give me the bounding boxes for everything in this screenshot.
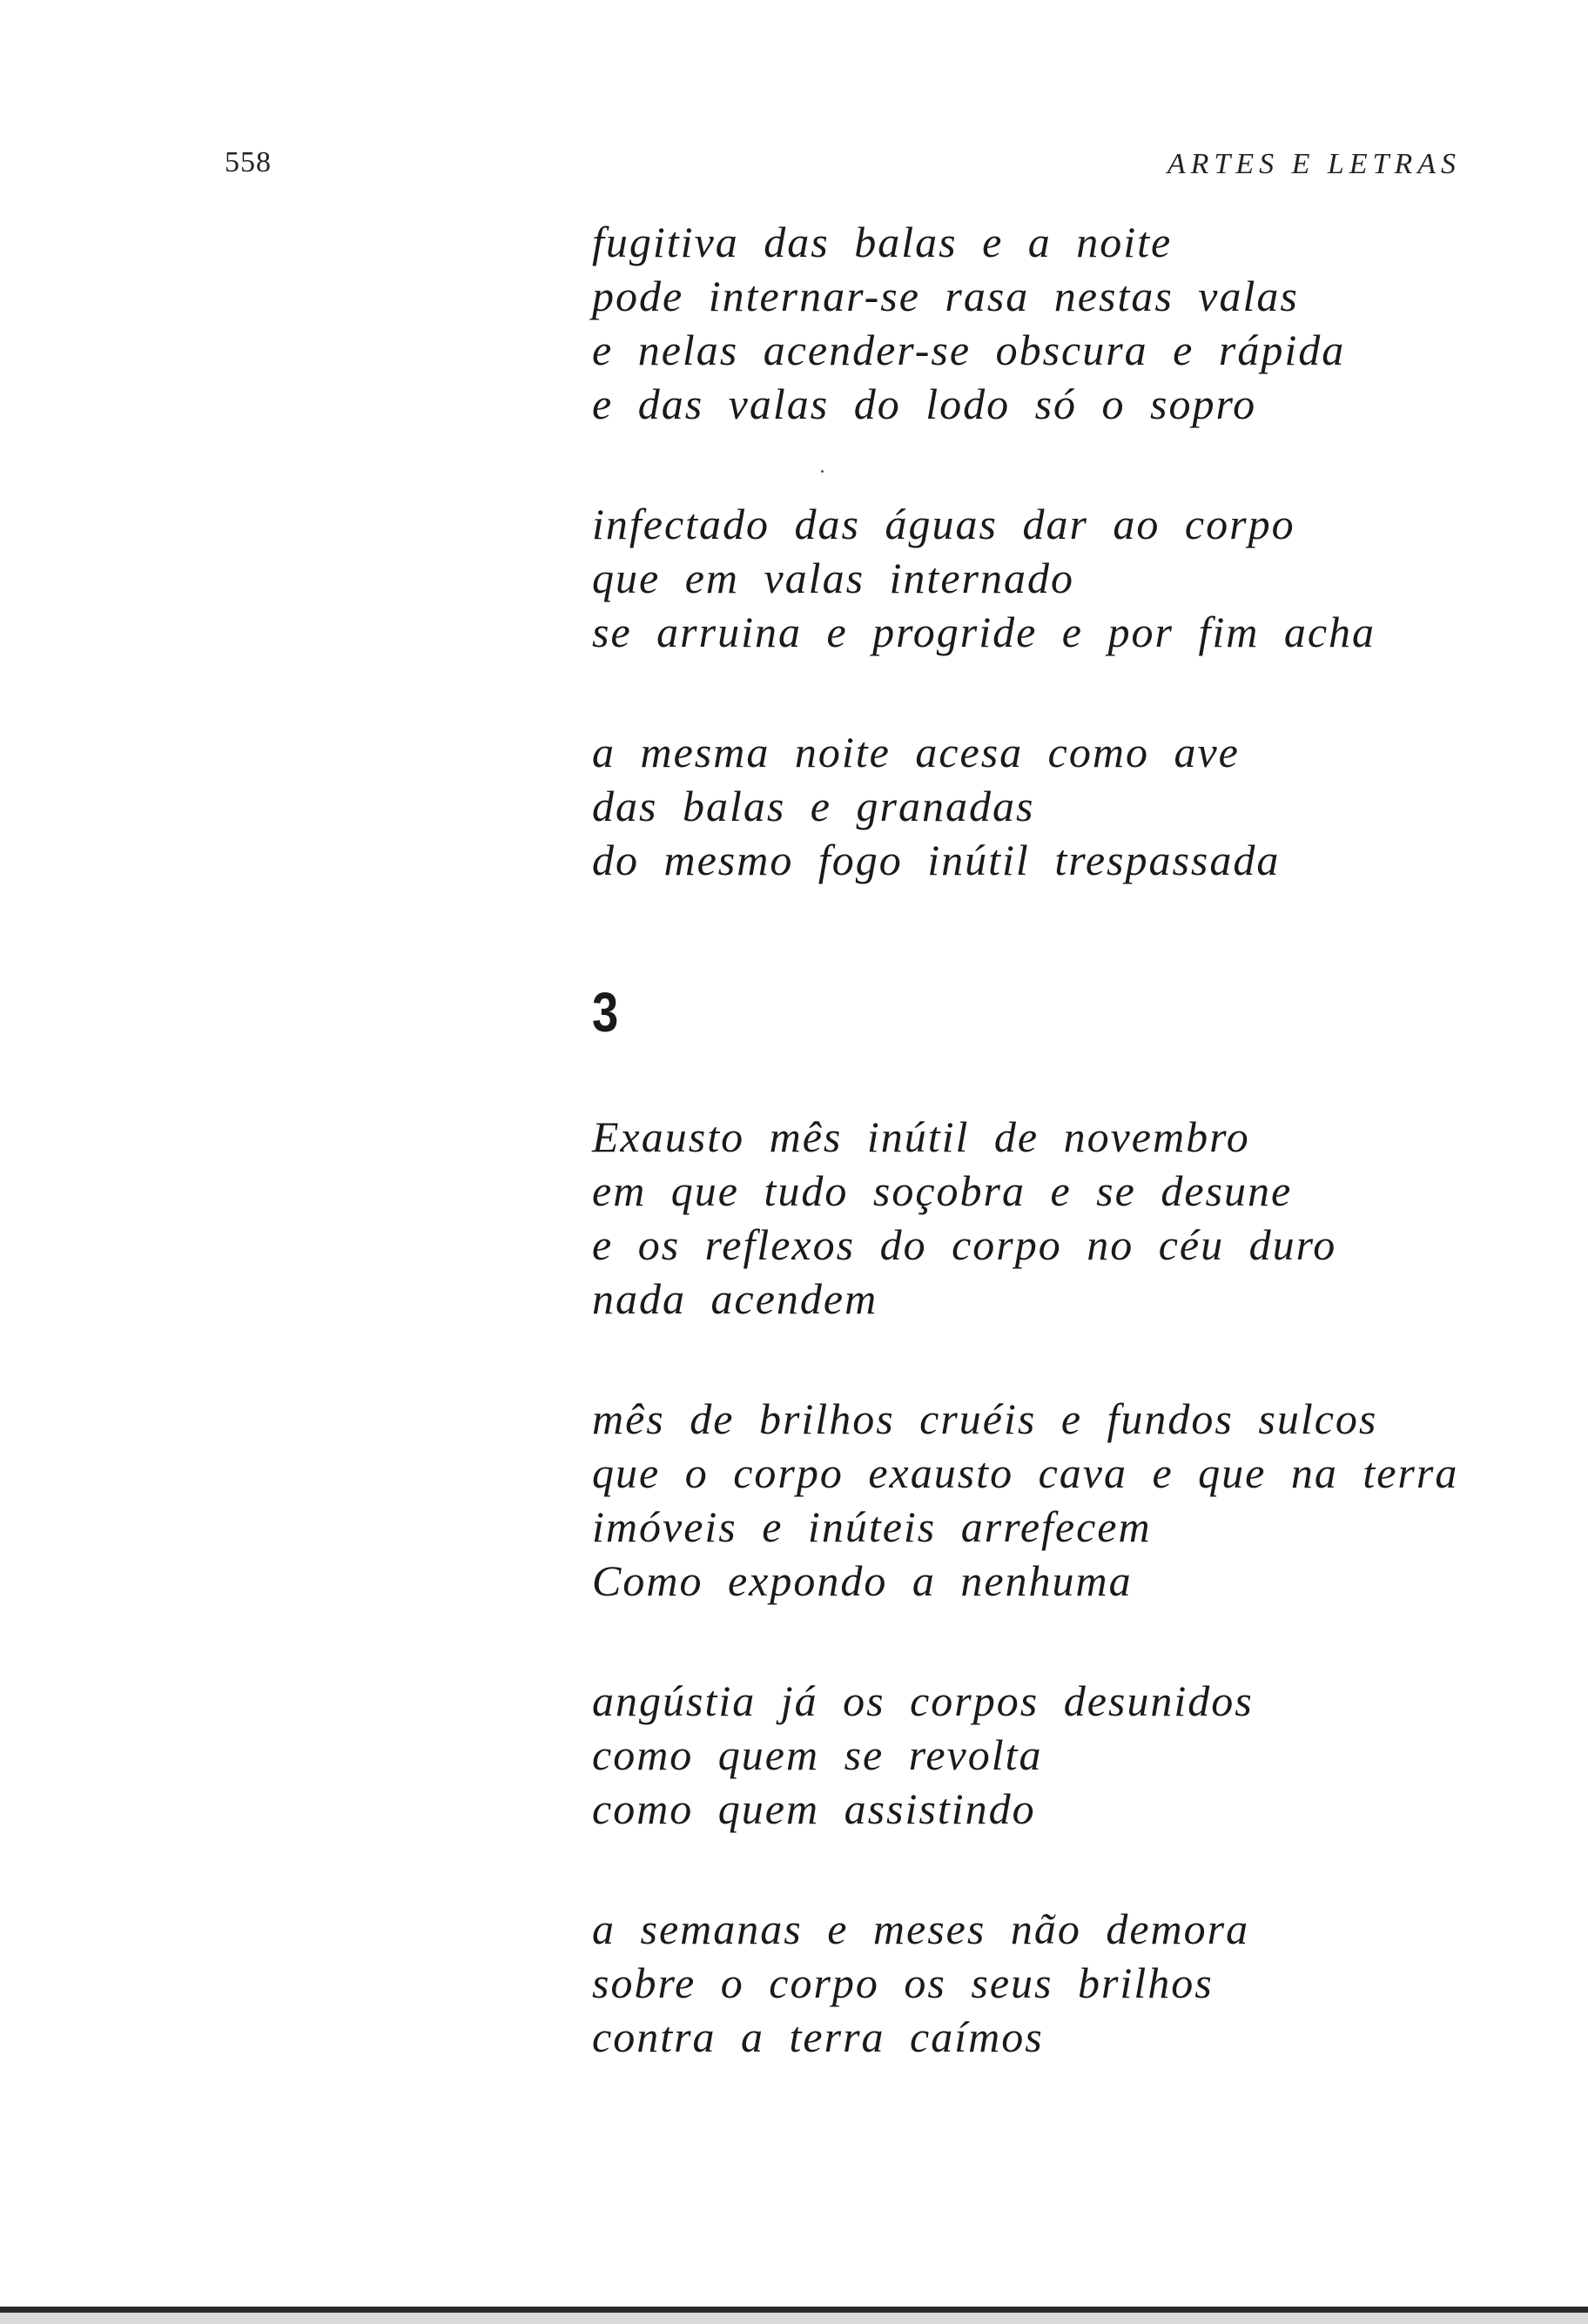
stanza <box>592 725 1515 887</box>
poem-line: angústia já os corpos desunidos <box>592 1676 1254 1725</box>
poem-line: se arruina e progride e por fim acha <box>592 608 1376 656</box>
page-number: 558 <box>225 146 272 178</box>
poem-line: imóveis e inúteis arrefecem <box>592 1502 1152 1551</box>
stanza <box>592 497 1515 659</box>
poem-line: sobre o corpo os seus brilhos <box>592 1958 1214 2007</box>
stanza <box>592 215 1515 431</box>
poem-line: em que tudo soçobra e se desune <box>592 1166 1293 1215</box>
stanza <box>592 1110 1515 1326</box>
poem-body <box>592 215 1515 2064</box>
poem-line: nada acendem <box>592 1274 878 1323</box>
poem-line: fugitiva das balas e a noite <box>592 218 1173 266</box>
poem-line: como quem assistindo <box>592 1784 1036 1833</box>
poem-line: do mesmo fogo inútil trespassada <box>592 836 1281 884</box>
bottom-scan-shadow <box>0 2313 1588 2324</box>
section-number: 3 <box>592 981 619 1044</box>
stanza <box>592 1392 1515 1608</box>
poem-line: que o corpo exausto cava e que na terra <box>592 1448 1459 1497</box>
poem-line: e nelas acender-se obscura e rápida <box>592 326 1346 374</box>
stanza <box>592 1674 1515 1836</box>
poem-line: e os reflexos do corpo no céu duro <box>592 1220 1337 1269</box>
poem-line: mês de brilhos cruéis e fundos sulcos <box>592 1394 1378 1443</box>
poem-line: como quem se revolta <box>592 1730 1043 1779</box>
poem-line: e das valas do lodo só o sopro <box>592 379 1257 428</box>
poem-line: Exausto mês inútil de novembro <box>592 1112 1250 1161</box>
stanza <box>592 1902 1515 2064</box>
poem-line: a semanas e meses não demora <box>592 1904 1250 1953</box>
poem-line: que em valas internado <box>592 554 1074 602</box>
poem-line: pode internar-se rasa nestas valas <box>592 272 1299 320</box>
running-head: ARTES E LETRAS <box>1167 148 1461 180</box>
poem-line: infectado das águas dar ao corpo <box>592 500 1295 548</box>
bottom-scan-edge <box>0 2307 1588 2313</box>
poem-line: a mesma noite acesa como ave <box>592 728 1240 776</box>
poem-line: Como expondo a nenhuma <box>592 1556 1133 1605</box>
poem-line: das balas e granadas <box>592 782 1035 830</box>
poem-line: contra a terra caímos <box>592 2012 1044 2061</box>
